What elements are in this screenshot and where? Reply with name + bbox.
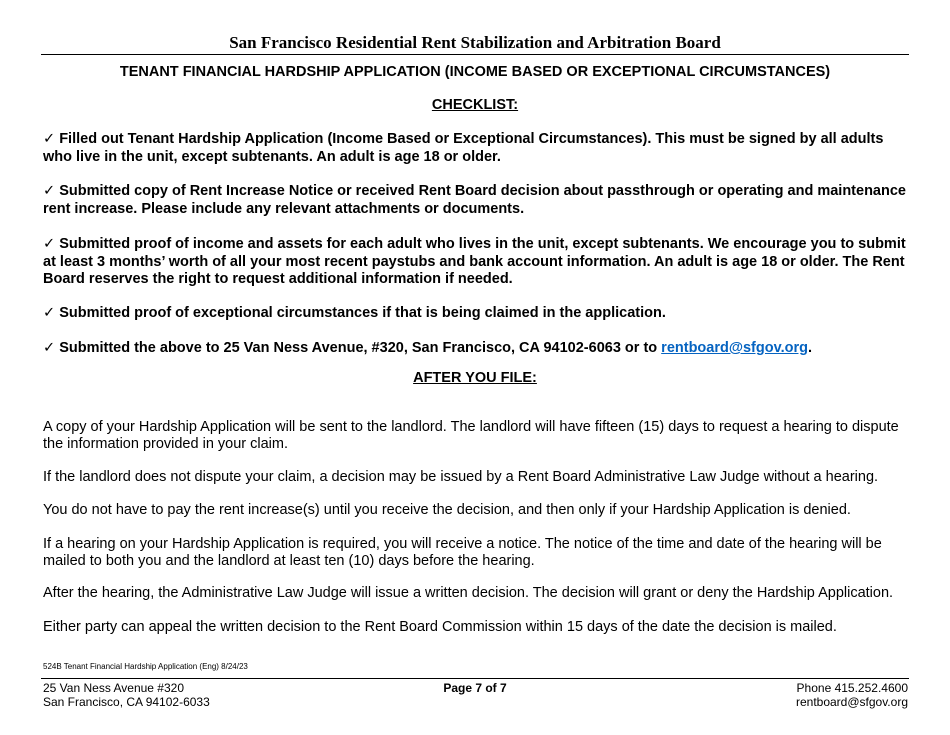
form-identifier: 524B Tenant Financial Hardship Application (Eng) 8/24/23 [43,662,248,671]
checklist-heading: CHECKLIST: [431,97,519,113]
footer-address-line1: 25 Van Ness Avenue #320 [43,681,184,695]
checkmark-icon: ✓ [43,340,56,356]
checkmark-icon: ✓ [43,183,56,199]
checklist-item-text: Submitted proof of income and assets for each adult who lives in the unit, except subtenants. We encourage you to submit at least 3 months’ worth of all your most recent paystubs and bank account information. An adult is age 18 or older. The Rent Board reserves the right to request additional information if needed. [43,236,906,287]
checklist-item-submission [43,340,913,358]
checkmark-icon: ✓ [43,236,56,252]
document-title: TENANT FINANCIAL HARDSHIP APPLICATION (INCOME BASED OR EXCEPTIONAL CIRCUMSTANCES) [119,64,831,80]
checklist-item-text: Filled out Tenant Hardship Application (Income Based or Exceptional Circumstances). This must be signed by all adults who live in the unit, except subtenants. An adult is age 18 or older. [43,131,884,165]
paragraph-pay-increase: You do not have to pay the rent increase(s) until you receive the decision, and then only if your Hardship Application is denied. [43,502,851,518]
checklist-item-text: Submitted the above to 25 Van Ness Avenue, #320, San Francisco, CA 94102-6063 or to [59,340,658,356]
footer-contact [796,682,908,709]
page-number: Page 7 of 7 [443,681,507,695]
paragraph-copy-sent: A copy of your Hardship Application will be sent to the landlord. The landlord will have fifteen (15) days to request a hearing to dispute the information provided in your claim. [43,419,899,452]
checklist-item-text: Submitted copy of Rent Increase Notice or received Rent Board decision about passthrough or operating and maintenance rent increase. Please include any relevant attachments or documents. [43,183,906,217]
checklist-item-application [43,131,913,166]
footer-address-line2: San Francisco, CA 94102-6033 [43,694,210,709]
paragraph-appeal: Either party can appeal the written decision to the Rent Board Commission within 15 days of the date the decision is mailed. [43,619,837,635]
organization-header: San Francisco Residential Rent Stabilization and Arbitration Board [229,33,721,52]
checkmark-icon: ✓ [43,131,56,147]
paragraph-no-dispute: If the landlord does not dispute your claim, a decision may be issued by a Rent Board Administrative Law Judge without a hearing. [43,469,879,485]
checkmark-icon: ✓ [43,305,56,321]
checklist-item-income-proof [43,236,913,289]
after-you-file-heading: AFTER YOU FILE: [413,370,537,386]
checklist-item-rent-notice [43,183,913,218]
footer-email: rentboard@sfgov.org [795,694,908,709]
checklist-item-end: . [807,340,812,356]
checklist-item-text: Submitted proof of exceptional circumstances if that is being claimed in the application. [59,305,666,321]
footer-phone: Phone 415.252.4600 [796,681,908,695]
checklist-item-exceptional-proof [43,305,913,323]
footer-divider [41,678,909,679]
paragraph-hearing-notice: If a hearing on your Hardship Application is required, you will receive a notice. The notice of the time and date of the hearing will be mailed to both you and the landlord at least ten (10) days before the hearing. [43,536,882,569]
header-divider [41,54,909,55]
paragraph-written-decision: After the hearing, the Administrative Law Judge will issue a written decision. The decision will grant or deny the Hardship Application. [43,585,894,601]
rentboard-email-link[interactable]: rentboard@sfgov.org [661,340,808,356]
